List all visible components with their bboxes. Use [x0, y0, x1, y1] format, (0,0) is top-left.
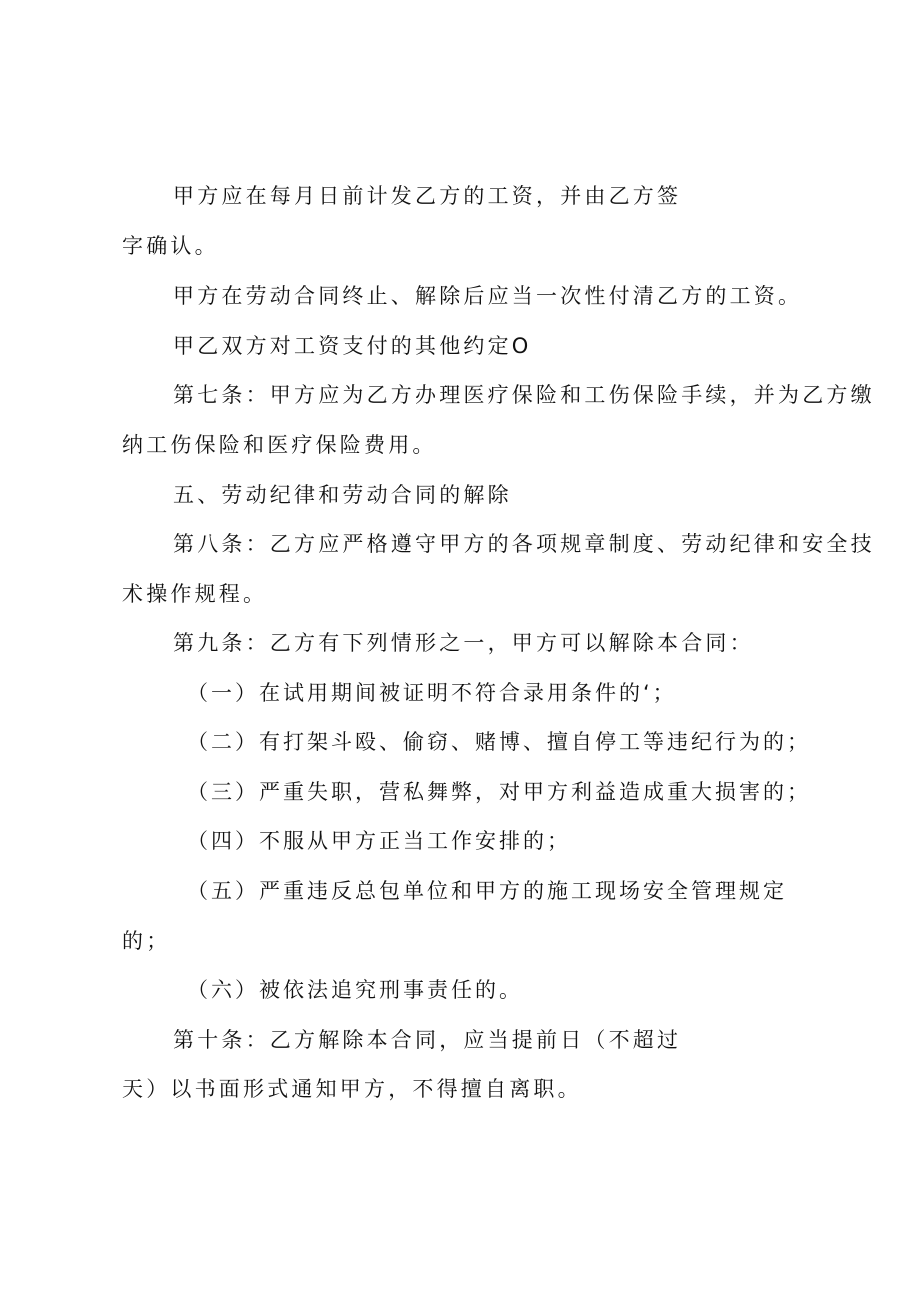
article-ten-cont: 天）以书面形式通知甲方，不得擅自离职。	[122, 1077, 582, 1101]
section-heading-five: 五、劳动纪律和劳动合同的解除	[173, 483, 512, 507]
article-seven: 第七条：甲方应为乙方办理医疗保险和工伤保险手续，并为乙方缴	[173, 383, 875, 407]
clause-three: （三）严重失职，营私舞弊，对甲方利益造成重大损害的；	[187, 780, 811, 804]
article-ten: 第十条：乙方解除本合同，应当提前日（不超过	[173, 1028, 682, 1052]
article-seven-cont: 纳工伤保险和医疗保险费用。	[122, 433, 437, 457]
paragraph-wage-payment-cont: 字确认。	[122, 234, 219, 258]
clause-two: （二）有打架斗殴、偷窃、赌博、擅自停工等违纪行为的；	[187, 730, 811, 754]
article-eight-cont: 术操作规程。	[122, 582, 268, 606]
paragraph-wage-payment: 甲方应在每月日前计发乙方的工资，并由乙方签	[173, 184, 682, 208]
clause-five: （五）严重违反总包单位和甲方的施工现场安全管理规定	[187, 879, 787, 903]
article-nine: 第九条：乙方有下列情形之一，甲方可以解除本合同：	[173, 631, 754, 655]
paragraph-other-agreement: 甲乙双方对工资支付的其他约定O	[173, 334, 532, 358]
clause-six: （六）被依法追究刑事责任的。	[187, 978, 523, 1002]
clause-four: （四）不服从甲方正当工作安排的；	[187, 829, 571, 853]
clause-one: （一）在试用期间被证明不符合录用条件的‘；	[187, 681, 677, 705]
clause-five-cont: 的；	[122, 929, 171, 953]
paragraph-final-wage: 甲方在劳动合同终止、解除后应当一次性付清乙方的工资。	[173, 284, 803, 308]
article-eight: 第八条：乙方应严格遵守甲方的各项规章制度、劳动纪律和安全技	[173, 532, 875, 556]
